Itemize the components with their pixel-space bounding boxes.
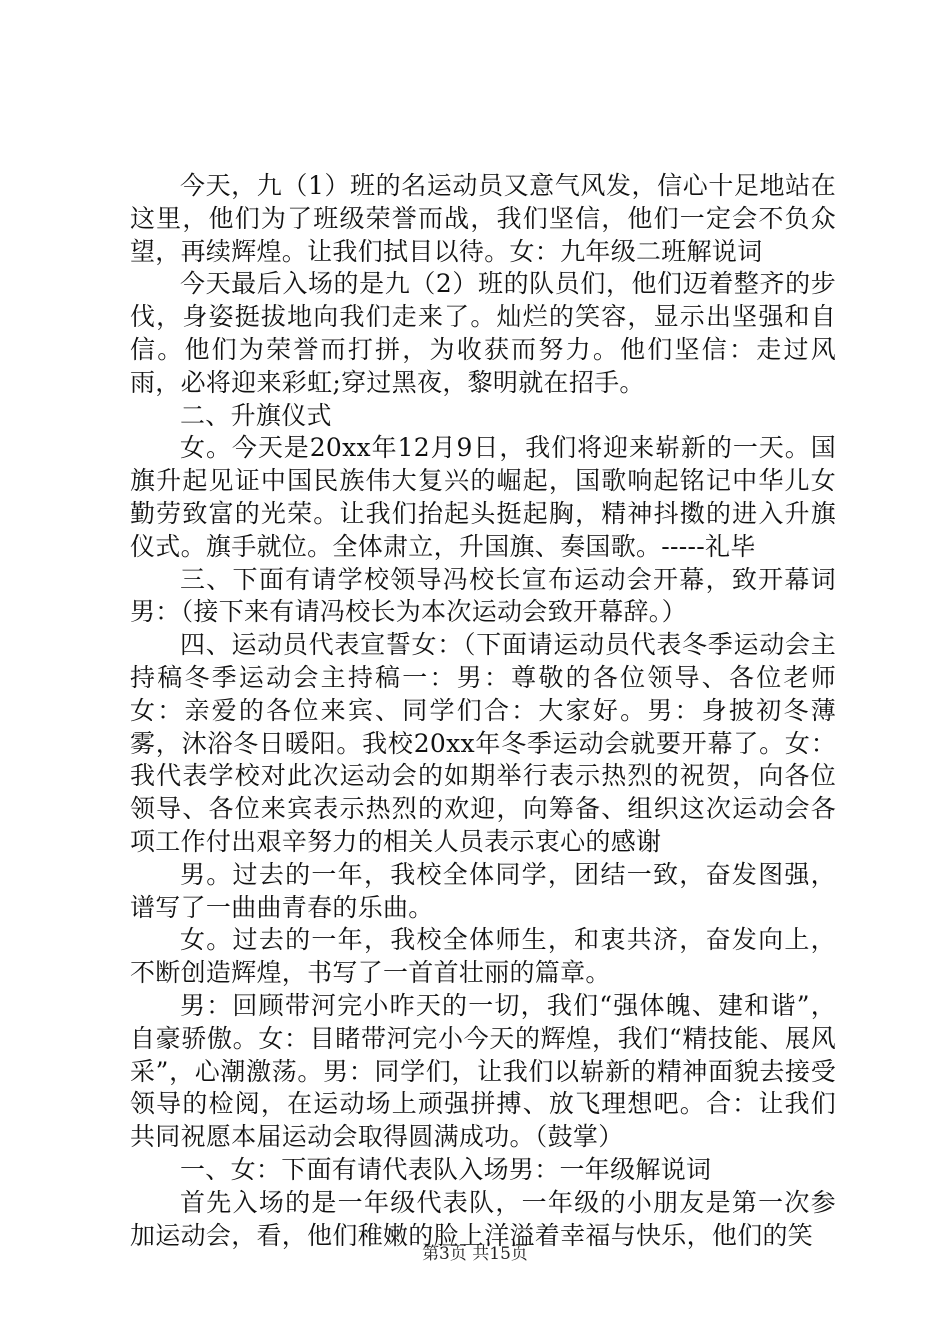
paragraph: 三、下面有请学校领导冯校长宣布运动会开幕，致开幕词男：（接下来有请冯校长为本次运动会致开幕辞。）	[130, 564, 836, 627]
page-number: 第3页 共15页	[422, 1244, 528, 1264]
paragraph: 今天，九（1）班的名运动员又意气风发，信心十足地站在这里，他们为了班级荣誉而战，我们坚信，他们一定会不负众望，再续辉煌。让我们拭目以待。女：九年级二班解说词	[130, 171, 836, 266]
paragraph: 今天最后入场的是九（2）班的队员们，他们迈着整齐的步伐，身姿挺拔地向我们走来了。灿烂的笑容，显示出坚强和自信。他们为荣誉而打拼，为收获而努力。他们坚信：走过风雨，必将迎来彩虹;穿过黑夜，黎明就在招手。	[130, 269, 836, 397]
paragraph: 男。过去的一年，我校全体同学，团结一致，奋发图强，谱写了一曲曲青春的乐曲。	[130, 859, 836, 922]
paragraph: 女。今天是20xx年12月9日，我们将迎来崭新的一天。国旗升起见证中国民族伟大复兴的崛起，国歌响起铭记中华儿女勤劳致富的光荣。让我们抬起头挺起胸，精神抖擞的进入升旗仪式。旗手就位。全体肃立，升国旗、奏国歌。-----礼毕	[130, 433, 836, 561]
paragraph: 男：回顾带河完小昨天的一切，我们“强体魄、建和谐”，自豪骄傲。女：目睹带河完小今天的辉煌，我们“精技能、展风采”，心潮激荡。男：同学们，让我们以崭新的精神面貌去接受领导的检阅，在运动场上顽强拼搏、放飞理想吧。合：让我们共同祝愿本届运动会取得圆满成功。（鼓掌）	[130, 990, 836, 1152]
paragraph: 首先入场的是一年级代表队，一年级的小朋友是第一次参加运动会，看，他们稚嫩的脸上洋溢着幸福与快乐，他们的笑	[130, 1187, 836, 1250]
paragraph: 四、运动员代表宣誓女：（下面请运动员代表冬季运动会主持稿冬季运动会主持稿一：男：尊敬的各位领导、各位老师女：亲爱的各位来宾、同学们合：大家好。男：身披初冬薄雾，沐浴冬日暖阳。我校20xx年冬季运动会就要开幕了。女：我代表学校对此次运动会的如期举行表示热烈的祝贺，向各位领导、各位来宾表示热烈的欢迎，向筹备、组织这次运动会各项工作付出艰辛努力的相关人员表示衷心的感谢	[130, 630, 836, 856]
paragraph: 女。过去的一年，我校全体师生，和衷共济，奋发向上，不断创造辉煌，书写了一首首壮丽的篇章。	[130, 925, 836, 988]
page-footer	[0, 1243, 950, 1265]
section-heading: 一、女：下面有请代表队入场男：一年级解说词	[180, 1154, 712, 1184]
section-heading: 二、升旗仪式	[180, 400, 332, 430]
body-text	[130, 170, 836, 1252]
